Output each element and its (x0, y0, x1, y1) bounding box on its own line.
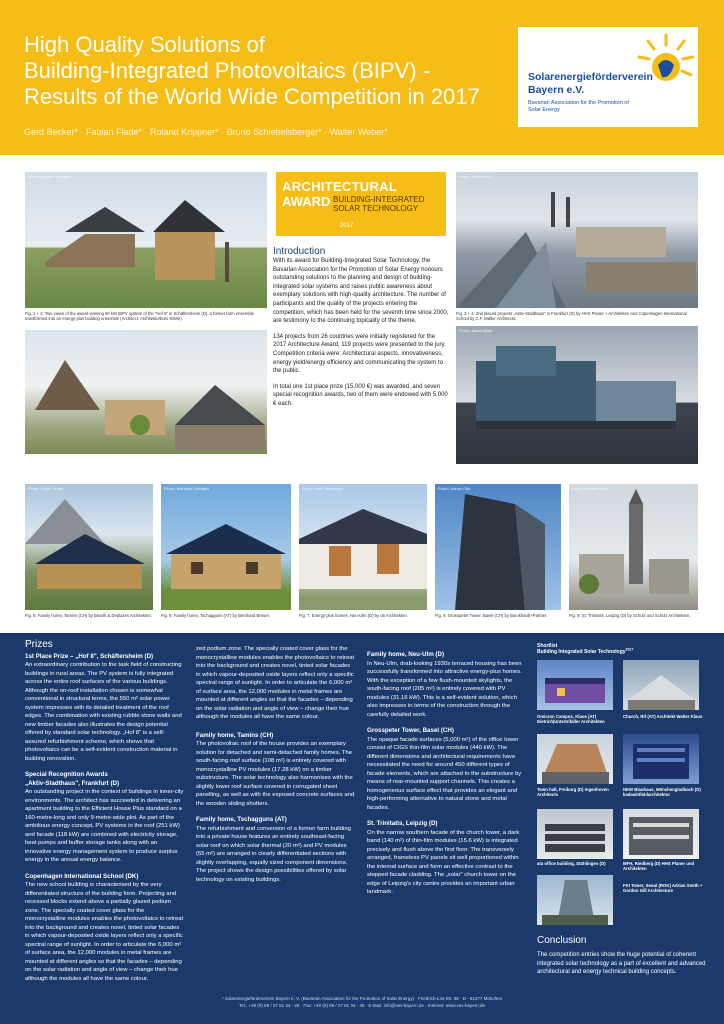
logo-line-3: Bavarian Association for the Promotion of Solar Energy (528, 100, 629, 113)
authors: Gerd Becker* · Fabian Flade* · Roland Krippner* · Bruno Schiebelsberger* · Walter Weber* (24, 127, 388, 137)
introduction-paragraph-3: In total one 1st place prize (15.000 €) was awarded, and seven special recognition awards, two of them were endowed with 5.000 € each. (273, 383, 448, 407)
award-line-2: AWARD (282, 194, 331, 209)
shortlist-thumb-church-rif (623, 660, 699, 710)
photo-tschagguns (161, 484, 291, 610)
award-line-3: BUILDING-INTEGRATED SOLAR TECHNOLOGY (333, 195, 425, 213)
photo-credit: Photo: Adrian Ostr (438, 486, 471, 491)
tschagguns-text: The refurbishment and conversion of a former farm building into a private house features an entirely southeast-facing solar roof on which solar thermal (20 m²) and PV modules (55 m²) are arranged in clearly differentiated sections with slightly overlapping, equally sized component dimensions. The project shows the design possibilities offered by solar technology on existing buildings. (196, 825, 351, 883)
photo-credit: Photo: Ralph Feiner (28, 486, 64, 491)
tamins-illustration (25, 484, 153, 610)
fig9-caption: Fig. 9: St. Trinitatis, Leipzig (D) by Schulz und Schulz Architekten. (569, 613, 691, 618)
shortlist-thumb-fki-tower (537, 875, 613, 925)
grosspeter-text: The opaque facade surfaces (5,000 m²) of the office tower consist of CIGS thin-film solar modules (440 kW). The different dimensions and architectural requirements have necessitated the need for around 450 different types of facade elements, which are attached to the substructure by means of rear-mounted support channels. This creates a homogeneous surface effect that provides an elegant and high-performing alternative to natural stone and metal facades. (367, 736, 522, 811)
title-line-3: Results of the World Wide Competition in 2017 (24, 84, 480, 109)
prizes-column-2 (196, 645, 356, 892)
conclusion-text: The competition entries show the huge potential of coherent integrated solar technology as a part of excellent and advanced architectural and energy technical building concepts. (537, 952, 706, 975)
photo-credit: Photo: Adam Mørk (459, 174, 493, 179)
photo-aktiv-stadthaus (456, 172, 698, 308)
grosspeter-heading: Grosspeter Tower, Basel (CH) (367, 727, 454, 734)
photo-credit: Photo: Marcello Girardelli (164, 486, 209, 491)
copenhagen-text-continued: zed podium zone. The specially coated cover glass for the monocrystalline modules enables the photovoltaics to retreat into the background and creates novel, tinted solar facades in which vapour-deposited oxide layers reflect only a specific spectral range of sunlight. In order to articulate the 6,000 m² of surface area, the 12,000 modules in metal frames are mounted at different angles so that the facades – depending on the solar radiation and angle of view – change their hue although the modules all have the same colour. (196, 646, 355, 720)
introduction-section (273, 246, 449, 416)
fig8-caption: Fig. 8: Grosspeter Tower, Basel (CH) by Burckhardt+Partner. (435, 613, 548, 618)
shortlist-heading-2: Building Integrated Solar Technology (537, 649, 626, 655)
first-prize-text: An extraordinary contribution to the task field of constructing buildings in rural areas. The PV system is fully integrated across the entire roof surfaces of the various buildings. Although the on-roof installation chosen is somewhat conventional in structural terms, the 550 m² solar power system impresses with its detailed treatment of the roof edges. The combination with existing rubble stone walls and new timber facades also illustrates the design potential offered by standard solar technology. „Hof 8" is a self-assured refurbishment scheme, which shows that photovoltaics can be a self-evident construction material in building renovation. (25, 662, 182, 762)
photo-grosspeter-tower (435, 484, 561, 610)
photo-credit: Photo: Udo Steinmeyer (302, 486, 344, 491)
logo-line-1: Solarenergieförderverein (528, 71, 653, 83)
shortlist-heading-1: Shortlist (537, 643, 558, 649)
logo-line-2: Bayern e.V. (528, 84, 585, 96)
shortlist-heading (537, 643, 707, 655)
hof8-illustration (25, 172, 267, 308)
photo-credit: Photo: Stefan Müller (572, 486, 609, 491)
tower-illustration (435, 484, 561, 610)
photo-tamins (25, 484, 153, 610)
trinitatis-text: On the narrow southern facade of the church tower, a dark band (140 m²) of thin-film modules (15.6 kW) is integrated precisely and flush above the first floor. The transversely arranged, frameless PV panels sit well proportioned within the internal surface and form an effective contrast to the stepped facade cladding. The „solar" church tower on the edge of Leipzig's city centre provides an important urban landmark. (367, 829, 520, 895)
introduction-paragraph-1: With its award for Building-Integrated Solar Technology, the Bavarian Association for the Promotion of Solar Energy honours outstanding solutions to the planning and design of building-integrated solar systems and raises public awareness about exemplary solutions with high-quality architecture. The number of participants and the quality of the projects entering the competition, which has been held for the seventh time since 2000, are testimony to the continuing topicality of the theme. (273, 258, 449, 325)
conclusion-heading: Conclusion (537, 935, 587, 946)
poster-header (0, 0, 724, 155)
tamins-text: The photovoltaic roof of the house provides an exemplary solution for detached and semi-detached family homes. The south-facing roof surface (108 m²) is entirely covered with monocrystalline PV modules (17.28 kW) on a timber substructure. The solar technology also harmonises with the slightly lower roof surface covered in corrugated sheet panelling, as well as with the exposed concrete surfaces and the wooden sliding shutters. (196, 741, 355, 807)
shortlist-thumb-blauhaus (623, 734, 699, 784)
copenhagen-text: The new school building is characterised by the very differentiated structure of the building form. Projecting and recessed blocks extend above a partially glazed podium zone. The specially coated cover glass for the monocrystalline modules enables the photovoltaics to retreat into the background and creates novel, tinted solar facades in which vapour-deposited oxide layers reflect only a specific spectral range of sunlight. In order to articulate the 6,000 m² of surface area, the 12,000 modules in metal frames are mounted at different angles so that the facades – depending on the solar radiation and angle of view – change their hue although the modules all have the same colour. (25, 882, 184, 982)
church-illustration (569, 484, 698, 610)
shortlist-label: Town hall, Freiburg (D) Ingenhoven Architects (537, 787, 609, 798)
shortlist-thumb-omicron (537, 660, 613, 710)
fig5-caption: Fig. 5: Family home, Tamins (CH) by Bearth & Deplazes Architekten. (25, 613, 152, 618)
award-year: 2017 (340, 223, 354, 229)
introduction-paragraph-2: 134 projects from 26 countries were initially registered for the 2017 Architecture Award, 119 projects were presented to the jury. Competition criteria were: Architectural aspects, innovativeness, energy yield/energy efficiency and communicating the system to the public. (273, 333, 446, 375)
photo-neu-ulm (299, 484, 427, 610)
prizes-column-3 (367, 651, 525, 905)
shortlist-label: Omicron Campus, Klaus (AT) Dietrich|Untertrifaller Architekten (537, 714, 605, 725)
aktiv-stadthaus-text: An outstanding project in the context of buildings in inner-city environments. The architect has succeeded in delivering an apartment building to the Efficient House Plus standard on a 160-metre-long and only 9-metre-wide plot. As part of the ambitious energy concept, PV systems in the roof (251 kW) and facade (118 kW) are combined with electricity storage, heat pumps and buffer storage tanks along with an innovative energy management system to produce surplus energy in the annual energy balance. (25, 789, 184, 863)
footer-contact: Tel.: +49 (0) 89 / 27 81 34 - 28 · Fax: +49 (0) 89 / 27 81 34 - 30 · E-Mail: info@sev-bayern.de · Internet: www.sev-bayern.de (239, 1002, 485, 1008)
photo-hof8-exterior (25, 172, 267, 308)
footer (0, 996, 724, 1009)
association-logo (518, 27, 698, 127)
fig6-caption: Fig. 6: Family home, Tschagguns (AT) by Bernhard Breuer. (161, 613, 270, 618)
shortlist-thumb-freiburg (537, 734, 613, 784)
tamins-heading: Family home, Tamins (CH) (196, 731, 274, 739)
neu-ulm-text: In Neu-Ulm, drab-looking 1930s terraced housing has been successfully transformed into attractive energy-plus homes. With the exception of a few flush-mounted skylights, the south-facing roof (205 m²) is entirely covered with PV modules (31.16 kW). This is a self-evident solution, which also impresses in terms of the construction through the carefully detailed work. (367, 660, 522, 718)
award-line-1: ARCHITECTURAL (282, 179, 398, 194)
prizes-heading: Prizes (25, 639, 53, 650)
photo-st-trinitatis (569, 484, 698, 610)
photo-copenhagen-school (456, 326, 698, 464)
footer-address: * Solarenergieförderverein Bayern e. V. (Bavarian Association for the Promotion of Solar Energy) · Friedrich-List-Str. 88 · D - 81377 München (221, 996, 503, 1001)
prizes-column-1 (25, 639, 185, 982)
shortlist-thumb-mfh-riedberg (623, 809, 699, 859)
aktiv-stadthaus-heading: „Aktiv-Stadthaus", Frankfurt (D) (25, 779, 120, 787)
neu-ulm-illustration (299, 484, 427, 610)
fig3-caption: Fig. 3 + 4: 2nd placed projects „Aktiv-Stadthaus" in Frankfurt (D) by HHS Planer + Architekten and Copenhagen International School by C.F. Møller Architects. (456, 311, 687, 322)
title-line-2: Building-Integrated Photovoltaics (BIPV) - (24, 58, 430, 83)
shortlist-label: MFH, Riedberg (D) HHS Planer und Architekten (623, 861, 695, 872)
shortlist-label: FKI Tower, Seoul (ROK) Adrian Smith + Gordon Gill Architecture (623, 883, 703, 894)
award-badge (276, 172, 446, 236)
school-illustration (456, 326, 698, 464)
fig1-caption: Fig. 1 + 2: Two views of the award-winning 60 kW BIPV system of the "Hof 8" in Schäftersheim (D), a former farm ensemble transformed into an energy-plus building ensemble (Architect: Architekturbüro Klärle). (25, 311, 254, 322)
title-line-1: High Quality Solutions of (24, 32, 265, 57)
sun-icon (636, 33, 696, 93)
tschagguns-illustration (161, 484, 291, 610)
copenhagen-heading: Copenhagen International School (DK) (25, 872, 139, 880)
tschagguns-heading: Family home, Tschagguns (AT) (196, 816, 287, 823)
shortlist-label: Church, Rif (AT) Architekt Walter Klaus (623, 714, 703, 719)
photo-credit: Photo: Adam Mørk (459, 328, 493, 333)
prizes-section (0, 633, 724, 1024)
poster-title (24, 32, 494, 110)
city-illustration (456, 172, 698, 308)
shortlist-label: ata office building, Stühlingen (D) (537, 861, 606, 866)
neu-ulm-heading: Family home, Neu-Ulm (D) (367, 651, 445, 658)
hof8-courtyard-illustration (25, 330, 267, 454)
shortlist-heading-sup: 2017 (625, 647, 634, 652)
photo-credit: Photo: Brigida González (28, 174, 72, 179)
first-prize-heading: 1st Place Prize – „Hof 8", Schäftersheim (D) (25, 652, 154, 660)
shortlist-thumb-ata-office (537, 809, 613, 859)
shortlist-label: NEW Blauhaus, Mönchengladbach (D) kadawittfeldarchitektur (623, 787, 701, 798)
introduction-heading: Introduction (273, 246, 326, 257)
photo-hof8-courtyard (25, 330, 267, 454)
special-awards-heading: Special Recognition Awards (25, 771, 108, 778)
trinitatis-heading: St. Trinitatis, Leipzig (D) (367, 820, 438, 827)
fig7-caption: Fig. 7: Energy plus homes, Neu-Ulm (D) by o5 Architekten. (299, 613, 408, 618)
